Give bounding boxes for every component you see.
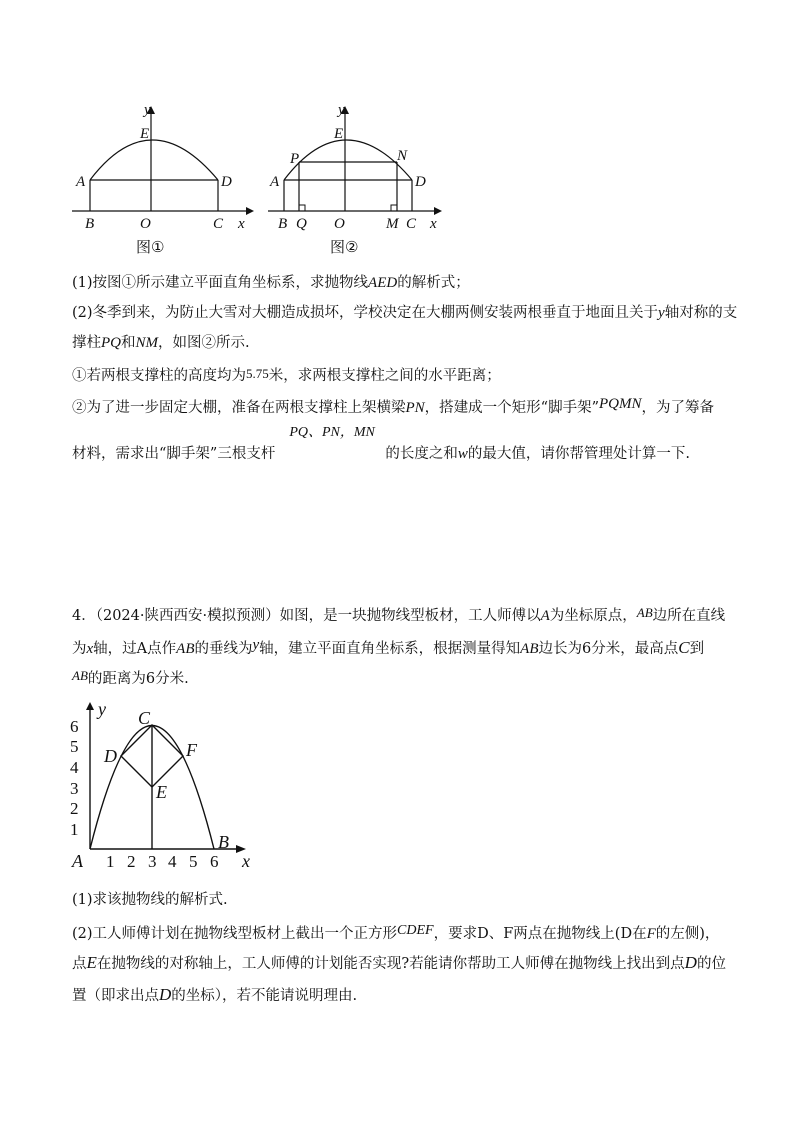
p4-y-arrow xyxy=(86,702,94,710)
p3-q2b2-math2: w xyxy=(457,446,468,462)
fig1-parabola xyxy=(90,140,218,180)
p4-l2-math2: AB xyxy=(176,641,195,657)
p3-q2a xyxy=(72,364,732,386)
p4-ytick-4: 4 xyxy=(70,758,79,777)
p3-q2a-pre: ①若两根支撑柱的高度均为 xyxy=(72,368,246,384)
p3-q1-pre: (1)按图①所示建立平面直角坐标系，求抛物线 xyxy=(72,275,369,291)
p4-q2l2-math2: D xyxy=(684,953,697,972)
p3-q2b-pre: ②为了进一步固定大棚，准备在两根支撑柱上架横梁 xyxy=(72,400,406,416)
p4-xtick-4: 4 xyxy=(168,852,177,871)
p4-q1 xyxy=(72,890,732,910)
p4-l3-math: AB xyxy=(72,668,88,683)
p3-q2b-line2 xyxy=(72,425,732,465)
p3-q2-math: y xyxy=(658,305,665,321)
p3-q2l2-mid: 和 xyxy=(121,335,136,351)
p4-xtick-6: 6 xyxy=(210,852,219,871)
fig2-label-o: O xyxy=(334,216,345,232)
p4-q2-math1: CDEF xyxy=(397,923,434,938)
p3-q2-post: 轴对称的支 xyxy=(664,305,738,321)
fig1-label-o: O xyxy=(140,216,151,232)
p3-q2-line2 xyxy=(72,333,732,353)
p4-xtick-2: 2 xyxy=(127,852,136,871)
p4-q2-line1 xyxy=(72,921,732,944)
p4-y-label: y xyxy=(98,699,106,719)
p4-point-a: A xyxy=(72,851,83,871)
figure-p4 xyxy=(64,700,274,870)
fig1-x-arrow xyxy=(246,207,254,215)
p4-q2-line3 xyxy=(72,985,732,1006)
p4-l1-math1: A xyxy=(540,608,550,624)
p4-q2l2-math1: E xyxy=(86,953,97,972)
p4-q2l2-b: 的位 xyxy=(696,956,726,972)
p3-q1-post: 的解析式； xyxy=(397,275,470,291)
p3-q1 xyxy=(72,273,732,293)
p3-q2a-post: 米，求两根支撑柱之间的水平距离； xyxy=(268,368,501,384)
p4-q2-math2: F xyxy=(646,926,656,942)
p4-xtick-1: 1 xyxy=(106,852,115,871)
p4-ytick-2: 2 xyxy=(70,799,79,818)
p4-x-label: x xyxy=(242,851,250,871)
fig2-right-angle-q xyxy=(299,205,305,211)
p4-q2l3-pre: 置（即求出点 xyxy=(72,988,159,1004)
p4-l1-math2: AB xyxy=(636,605,653,620)
p4-q1-text: (1)求该抛物线的解析式. xyxy=(72,892,228,908)
p4-q2-a: ，要求D、F两点在抛物线上(D在 xyxy=(433,926,647,942)
p3-q2-line1 xyxy=(72,303,738,323)
fig2-label-e: E xyxy=(334,126,344,142)
fig1-label-b: B xyxy=(85,216,95,232)
fig2-label-y: y xyxy=(338,102,345,118)
p4-line3 xyxy=(72,666,732,689)
p3-q2b-mid: ，搭建成一个矩形“脚手架” xyxy=(424,400,599,416)
p4-l2-a: 轴，过A点作 xyxy=(93,641,177,657)
fig2-parabola xyxy=(284,140,412,180)
p3-q2b2-math1: PQ、PN，MN xyxy=(289,425,375,440)
fig1-caption: 图① xyxy=(136,238,165,256)
fig2-label-x: x xyxy=(430,216,437,232)
p3-q2a-value: 5.75 xyxy=(246,366,269,381)
p4-q2l3-post: 的坐标），若不能请说明理由. xyxy=(171,988,358,1004)
p3-q2b-post: ，为了筹备 xyxy=(641,400,714,416)
p3-q2l2-pre: 撑柱 xyxy=(72,335,101,351)
p3-q2b-math2: PQMN xyxy=(599,396,642,412)
p4-l2-math1: x xyxy=(86,641,94,657)
p4-q2l2-a: 在抛物线的对称轴上，工人师傅的计划能否实现?若能请你帮助工人师傅在抛物线上找出到点 xyxy=(96,956,685,972)
fig2-label-c: C xyxy=(406,216,417,232)
fig2-label-q: Q xyxy=(296,216,307,232)
p4-l2-d: 边长为6分米，最高点 xyxy=(538,641,679,657)
fig1-label-x: x xyxy=(238,216,245,232)
p4-line2 xyxy=(72,635,732,659)
figure-2 xyxy=(266,100,456,260)
p4-ytick-5: 5 xyxy=(70,737,79,756)
fig2-label-p: P xyxy=(290,151,300,167)
fig2-caption: 图② xyxy=(330,238,359,256)
p4-l2-pre: 为 xyxy=(72,641,87,657)
fig1-label-e: E xyxy=(140,126,150,142)
p4-l2-b: 的垂线为 xyxy=(194,641,253,657)
p4-l1-mid: 为坐标原点， xyxy=(549,608,637,624)
fig2-x-arrow xyxy=(434,207,442,215)
fig2-label-n: N xyxy=(397,148,408,164)
fig1-label-a: A xyxy=(76,174,86,190)
figure-1 xyxy=(70,100,260,260)
p4-l1-pre: 4．（2024·陕西西安·模拟预测）如图，是一块抛物线型板材，工人师傅以 xyxy=(72,608,541,624)
p4-xtick-5: 5 xyxy=(189,852,198,871)
p3-q2l2-math1: PQ xyxy=(101,335,121,351)
p4-q2l2-pre: 点 xyxy=(72,956,87,972)
p4-point-b: B xyxy=(218,832,229,852)
fig2-label-b: B xyxy=(278,216,288,232)
p4-l2-math5: C xyxy=(678,638,690,657)
p4-point-e: E xyxy=(156,782,167,802)
p4-l1-post: 边所在直线 xyxy=(652,608,726,624)
p4-l2-c: 轴，建立平面直角坐标系，根据测量得知 xyxy=(259,641,521,657)
p3-q2b-math1: PN xyxy=(405,400,425,416)
fig2-label-d: D xyxy=(415,174,426,190)
p4-l2-math3: y xyxy=(252,637,260,653)
p4-ytick-3: 3 xyxy=(70,779,79,798)
p4-point-f: F xyxy=(186,740,197,760)
p4-q2l3-math: D xyxy=(159,985,172,1004)
p4-l2-e: 到 xyxy=(689,641,705,657)
p4-l2-math4: AB xyxy=(520,641,539,657)
fig1-label-c: C xyxy=(213,216,224,232)
p4-l3-post: 的距离为6分米. xyxy=(87,671,189,687)
p3-q2b2-mid: 的长度之和 xyxy=(385,446,458,462)
p3-q2l2-math2: NM xyxy=(135,335,158,351)
p4-ytick-6: 6 xyxy=(70,717,79,736)
p3-q2b2-pre: 材料，需求出“脚手架”三根支杆 xyxy=(72,446,276,462)
p4-line1 xyxy=(72,603,732,626)
p4-ytick-1: 1 xyxy=(70,820,79,839)
p3-q2-pre: (2)冬季到来，为防止大雪对大棚造成损坏，学校决定在大棚两侧安装两根垂直于地面且关于 xyxy=(72,305,659,321)
fig1-label-d: D xyxy=(221,174,232,190)
p4-q2-line2 xyxy=(72,953,732,974)
fig2-label-m: M xyxy=(386,216,399,232)
p3-q2b-line1 xyxy=(72,394,732,418)
p3-q1-math: AED xyxy=(368,275,398,291)
p4-point-d: D xyxy=(104,746,117,766)
p3-q2l2-post: ，如图②所示. xyxy=(158,335,250,351)
p4-q2-b: 的左侧)， xyxy=(655,926,720,942)
p3-q2b2-post: 的最大值，请你帮管理处计算一下. xyxy=(467,446,690,462)
p4-xtick-3: 3 xyxy=(148,852,157,871)
p4-q2-pre: (2)工人师傅计划在抛物线型板材上截出一个正方形 xyxy=(72,926,398,942)
fig2-right-angle-m xyxy=(391,205,397,211)
fig2-label-a: A xyxy=(270,174,280,190)
p4-point-c: C xyxy=(138,708,151,728)
fig1-label-y: y xyxy=(144,102,151,118)
